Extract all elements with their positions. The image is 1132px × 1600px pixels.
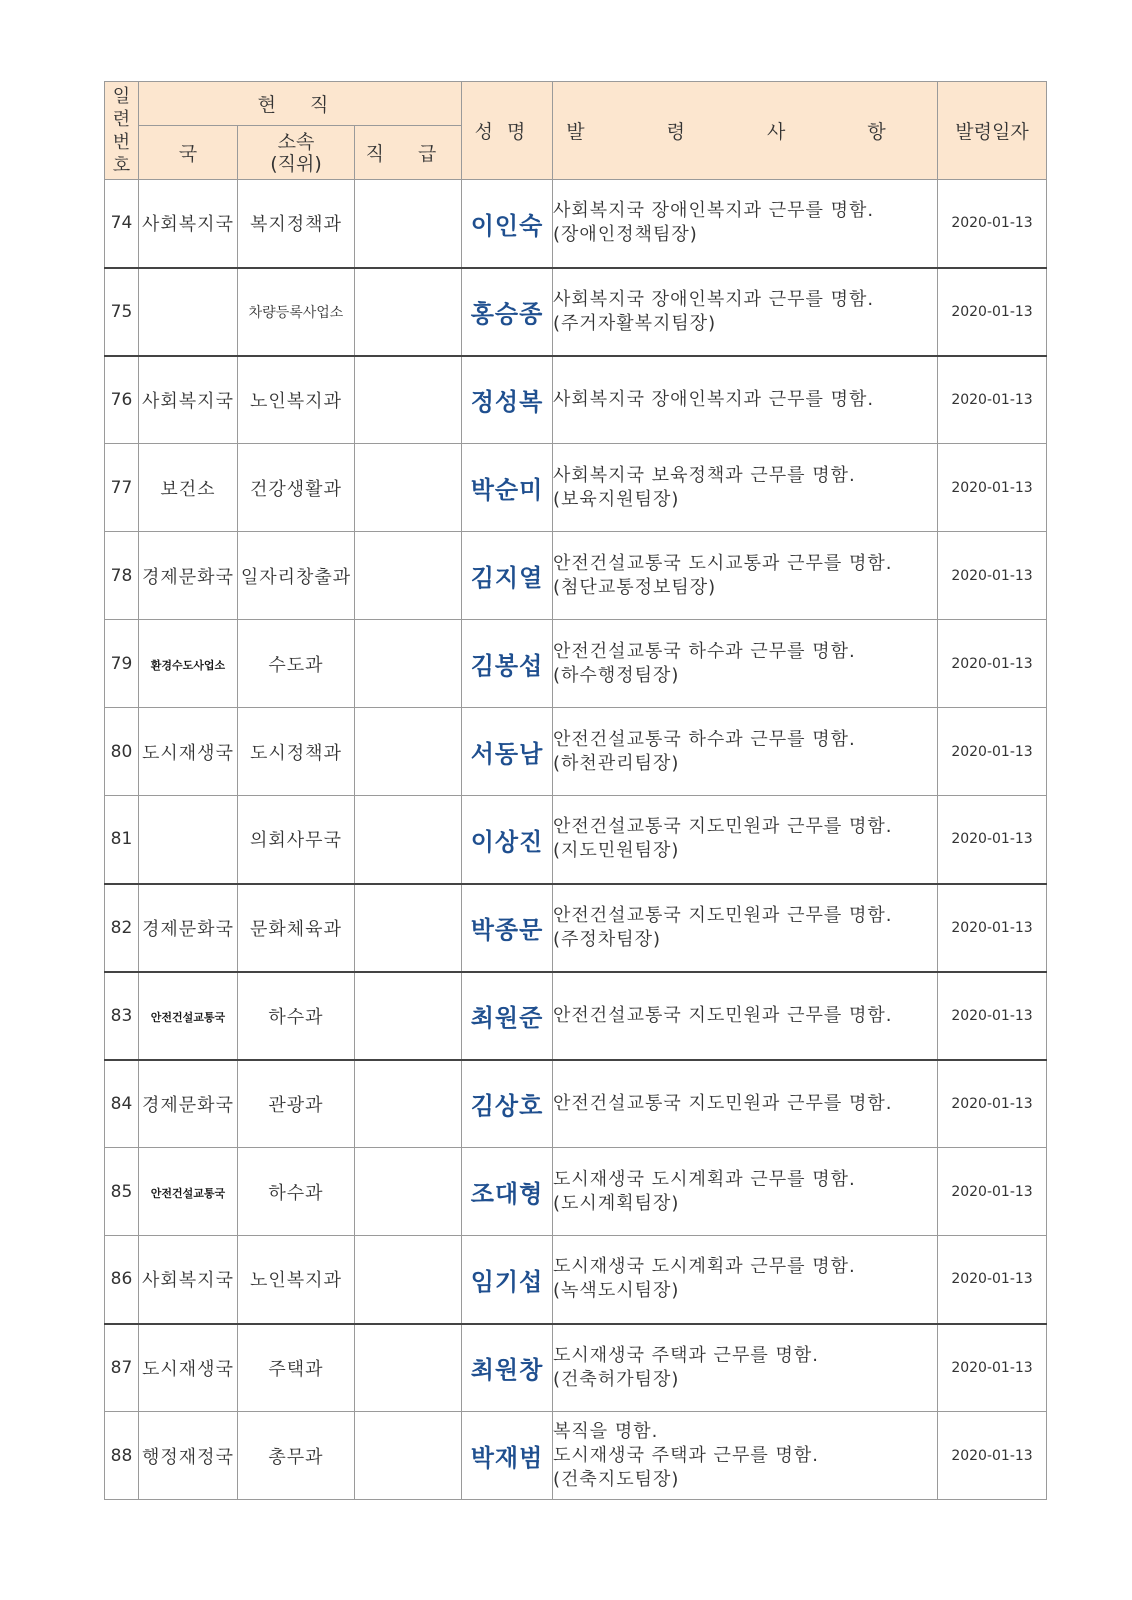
row-grade bbox=[355, 972, 462, 1060]
row-affiliation bbox=[238, 708, 355, 796]
row-bureau-label: 경제문화국 bbox=[142, 918, 234, 940]
row-affiliation-label: 문화체육과 bbox=[250, 918, 342, 940]
row-date: 2020-01-13 bbox=[938, 1236, 1047, 1324]
row-date: 2020-01-13 bbox=[938, 708, 1047, 796]
row-order-line: 안전건설교통국 지도민원과 근무를 명함. bbox=[553, 1004, 893, 1026]
row-affiliation bbox=[238, 972, 355, 1060]
row-name: 이인숙 bbox=[462, 180, 553, 268]
row-affiliation-label: 하수과 bbox=[268, 1182, 324, 1204]
row-number: 85 bbox=[105, 1148, 139, 1236]
row-bureau bbox=[139, 1148, 238, 1236]
row-affiliation bbox=[238, 1060, 355, 1148]
row-affiliation-label: 건강생활과 bbox=[250, 478, 342, 500]
row-bureau bbox=[139, 796, 238, 884]
row-date: 2020-01-13 bbox=[938, 1148, 1047, 1236]
row-affiliation bbox=[238, 620, 355, 708]
row-grade bbox=[355, 1060, 462, 1148]
row-order-line: (하수행정팀장) bbox=[553, 664, 680, 686]
row-order bbox=[553, 1236, 938, 1324]
row-grade bbox=[355, 796, 462, 884]
table-row bbox=[105, 1060, 1047, 1148]
row-name: 최원창 bbox=[462, 1324, 553, 1412]
row-name: 홍승종 bbox=[462, 268, 553, 356]
header-serial-label: 일련번호 bbox=[112, 85, 131, 176]
row-date: 2020-01-13 bbox=[938, 972, 1047, 1060]
row-name: 임기섭 bbox=[462, 1236, 553, 1324]
row-affiliation-label: 복지정책과 bbox=[250, 214, 342, 236]
row-bureau bbox=[139, 180, 238, 268]
row-order-line: (건축지도팀장) bbox=[553, 1468, 680, 1490]
personnel-order-table bbox=[104, 81, 1047, 1500]
row-name: 박재범 bbox=[462, 1412, 553, 1500]
row-number: 81 bbox=[105, 796, 139, 884]
table-row bbox=[105, 620, 1047, 708]
row-order-line: (장애인정책팀장) bbox=[553, 224, 698, 246]
row-date: 2020-01-13 bbox=[938, 1060, 1047, 1148]
row-bureau-label: 보건소 bbox=[160, 478, 216, 500]
row-affiliation bbox=[238, 1236, 355, 1324]
row-bureau-label: 사회복지국 bbox=[142, 214, 234, 236]
row-order-line: 도시재생국 주택과 근무를 명함. bbox=[553, 1444, 819, 1466]
row-grade bbox=[355, 1324, 462, 1412]
row-order-line: 복직을 명함. bbox=[553, 1420, 659, 1442]
table-row bbox=[105, 972, 1047, 1060]
row-bureau-label: 경제문화국 bbox=[142, 1094, 234, 1116]
row-order bbox=[553, 1148, 938, 1236]
table-row bbox=[105, 1148, 1047, 1236]
table-row bbox=[105, 1324, 1047, 1412]
row-affiliation-label: 도시정책과 bbox=[250, 742, 342, 764]
row-order bbox=[553, 708, 938, 796]
header-serial bbox=[105, 82, 139, 180]
row-bureau-label: 환경수도사업소 bbox=[150, 659, 226, 672]
row-bureau bbox=[139, 1324, 238, 1412]
row-bureau bbox=[139, 884, 238, 972]
row-bureau bbox=[139, 1060, 238, 1148]
table-row bbox=[105, 1236, 1047, 1324]
row-order-line: 사회복지국 장애인복지과 근무를 명함. bbox=[553, 388, 875, 410]
row-order-line: 도시재생국 주택과 근무를 명함. bbox=[553, 1344, 819, 1366]
row-grade bbox=[355, 532, 462, 620]
table-row bbox=[105, 532, 1047, 620]
row-order-line: (주정차팀장) bbox=[553, 928, 662, 950]
header-affiliation bbox=[238, 126, 355, 180]
row-number: 88 bbox=[105, 1412, 139, 1500]
table-body bbox=[105, 180, 1047, 1500]
row-order-line: (지도민원팀장) bbox=[553, 840, 680, 862]
table-row bbox=[105, 1412, 1047, 1500]
row-affiliation-label: 주택과 bbox=[268, 1358, 324, 1380]
row-name: 이상진 bbox=[462, 796, 553, 884]
row-bureau-label: 안전건설교통국 bbox=[150, 1187, 226, 1200]
row-order-line: (첨단교통정보팀장) bbox=[553, 576, 717, 598]
row-name: 정성복 bbox=[462, 356, 553, 444]
row-order-line: 안전건설교통국 도시교통과 근무를 명함. bbox=[553, 552, 893, 574]
header-order: 발 령 사 항 bbox=[553, 82, 938, 180]
row-order bbox=[553, 620, 938, 708]
row-affiliation-label: 관광과 bbox=[268, 1094, 324, 1116]
row-name: 박종문 bbox=[462, 884, 553, 972]
table-header bbox=[105, 82, 1047, 180]
row-order-line: 안전건설교통국 지도민원과 근무를 명함. bbox=[553, 816, 893, 838]
row-order-line: 사회복지국 보육정책과 근무를 명함. bbox=[553, 464, 856, 486]
table-row bbox=[105, 444, 1047, 532]
row-bureau-label: 사회복지국 bbox=[142, 1270, 234, 1292]
header-date: 발령일자 bbox=[938, 82, 1047, 180]
row-bureau bbox=[139, 444, 238, 532]
row-number: 78 bbox=[105, 532, 139, 620]
row-order-line: 안전건설교통국 지도민원과 근무를 명함. bbox=[553, 904, 893, 926]
row-date: 2020-01-13 bbox=[938, 532, 1047, 620]
row-date: 2020-01-13 bbox=[938, 620, 1047, 708]
header-affiliation-sub: (직위) bbox=[270, 152, 322, 175]
row-order bbox=[553, 268, 938, 356]
row-order-line: 도시재생국 도시계획과 근무를 명함. bbox=[553, 1168, 856, 1190]
table-row bbox=[105, 356, 1047, 444]
row-affiliation-label: 일자리창출과 bbox=[240, 566, 352, 588]
row-affiliation bbox=[238, 180, 355, 268]
row-order-line: 안전건설교통국 하수과 근무를 명함. bbox=[553, 728, 856, 750]
row-bureau bbox=[139, 708, 238, 796]
row-grade bbox=[355, 708, 462, 796]
header-name: 성명 bbox=[462, 82, 553, 180]
row-order bbox=[553, 532, 938, 620]
row-bureau-label: 행정재정국 bbox=[142, 1446, 234, 1468]
row-grade bbox=[355, 620, 462, 708]
table-row bbox=[105, 268, 1047, 356]
row-order-line: (주거자활복지팀장) bbox=[553, 312, 717, 334]
header-bureau: 국 bbox=[139, 126, 238, 180]
row-number: 75 bbox=[105, 268, 139, 356]
row-bureau-label: 사회복지국 bbox=[142, 390, 234, 412]
row-affiliation-label: 하수과 bbox=[268, 1006, 324, 1028]
row-affiliation bbox=[238, 884, 355, 972]
row-affiliation bbox=[238, 1412, 355, 1500]
row-order bbox=[553, 180, 938, 268]
row-order bbox=[553, 444, 938, 532]
row-affiliation-label: 노인복지과 bbox=[250, 390, 342, 412]
row-affiliation-label: 노인복지과 bbox=[250, 1270, 342, 1292]
row-number: 86 bbox=[105, 1236, 139, 1324]
row-bureau-label: 도시재생국 bbox=[142, 1358, 234, 1380]
row-bureau bbox=[139, 268, 238, 356]
row-order bbox=[553, 884, 938, 972]
row-order-line: 도시재생국 도시계획과 근무를 명함. bbox=[553, 1256, 856, 1278]
row-order bbox=[553, 796, 938, 884]
row-name: 박순미 bbox=[462, 444, 553, 532]
row-name: 서동남 bbox=[462, 708, 553, 796]
header-affiliation-label: 소속 bbox=[277, 130, 315, 153]
row-name: 조대형 bbox=[462, 1148, 553, 1236]
row-date: 2020-01-13 bbox=[938, 1412, 1047, 1500]
row-grade bbox=[355, 444, 462, 532]
row-number: 87 bbox=[105, 1324, 139, 1412]
row-affiliation-label: 의회사무국 bbox=[250, 830, 342, 852]
row-bureau bbox=[139, 356, 238, 444]
row-grade bbox=[355, 268, 462, 356]
row-number: 79 bbox=[105, 620, 139, 708]
row-bureau bbox=[139, 972, 238, 1060]
row-order-line: (보육지원팀장) bbox=[553, 488, 680, 510]
row-order bbox=[553, 1412, 938, 1500]
row-date: 2020-01-13 bbox=[938, 268, 1047, 356]
row-bureau bbox=[139, 1412, 238, 1500]
row-date: 2020-01-13 bbox=[938, 796, 1047, 884]
row-name: 김지열 bbox=[462, 532, 553, 620]
row-bureau bbox=[139, 620, 238, 708]
row-bureau bbox=[139, 532, 238, 620]
row-grade bbox=[355, 180, 462, 268]
row-affiliation bbox=[238, 1324, 355, 1412]
row-date: 2020-01-13 bbox=[938, 444, 1047, 532]
row-affiliation bbox=[238, 356, 355, 444]
row-date: 2020-01-13 bbox=[938, 356, 1047, 444]
row-name: 최원준 bbox=[462, 972, 553, 1060]
table-row bbox=[105, 796, 1047, 884]
row-affiliation-label: 총무과 bbox=[268, 1446, 324, 1468]
row-date: 2020-01-13 bbox=[938, 884, 1047, 972]
row-order-line: (도시계획팀장) bbox=[553, 1192, 680, 1214]
row-bureau-label: 경제문화국 bbox=[142, 566, 234, 588]
row-number: 74 bbox=[105, 180, 139, 268]
table-row bbox=[105, 708, 1047, 796]
row-number: 80 bbox=[105, 708, 139, 796]
row-affiliation bbox=[238, 444, 355, 532]
row-order-line: 안전건설교통국 하수과 근무를 명함. bbox=[553, 640, 856, 662]
header-grade: 직 급 bbox=[355, 126, 462, 180]
row-bureau-label: 안전건설교통국 bbox=[150, 1011, 226, 1024]
row-number: 77 bbox=[105, 444, 139, 532]
row-order-line: 사회복지국 장애인복지과 근무를 명함. bbox=[553, 288, 875, 310]
table-row bbox=[105, 180, 1047, 268]
row-bureau bbox=[139, 1236, 238, 1324]
row-number: 83 bbox=[105, 972, 139, 1060]
row-grade bbox=[355, 356, 462, 444]
row-grade bbox=[355, 1236, 462, 1324]
row-grade bbox=[355, 1412, 462, 1500]
row-order-line: (하천관리팀장) bbox=[553, 752, 680, 774]
row-bureau-label: 도시재생국 bbox=[142, 742, 234, 764]
row-affiliation bbox=[238, 268, 355, 356]
row-number: 82 bbox=[105, 884, 139, 972]
row-order-line: 사회복지국 장애인복지과 근무를 명함. bbox=[553, 200, 875, 222]
row-number: 76 bbox=[105, 356, 139, 444]
row-affiliation bbox=[238, 796, 355, 884]
row-order-line: (녹색도시팀장) bbox=[553, 1280, 680, 1302]
table-row bbox=[105, 884, 1047, 972]
row-affiliation-label: 수도과 bbox=[268, 654, 324, 676]
header-current: 현 직 bbox=[139, 82, 462, 126]
row-number: 84 bbox=[105, 1060, 139, 1148]
row-name: 김상호 bbox=[462, 1060, 553, 1148]
row-order bbox=[553, 972, 938, 1060]
row-grade bbox=[355, 884, 462, 972]
row-date: 2020-01-13 bbox=[938, 1324, 1047, 1412]
row-order-line: 안전건설교통국 지도민원과 근무를 명함. bbox=[553, 1092, 893, 1114]
row-affiliation bbox=[238, 1148, 355, 1236]
row-grade bbox=[355, 1148, 462, 1236]
row-order-line: (건축허가팀장) bbox=[553, 1368, 680, 1390]
row-order bbox=[553, 1324, 938, 1412]
row-name: 김봉섭 bbox=[462, 620, 553, 708]
row-order bbox=[553, 356, 938, 444]
row-order bbox=[553, 1060, 938, 1148]
row-affiliation bbox=[238, 532, 355, 620]
row-affiliation-label: 차량등록사업소 bbox=[248, 305, 344, 321]
row-date: 2020-01-13 bbox=[938, 180, 1047, 268]
